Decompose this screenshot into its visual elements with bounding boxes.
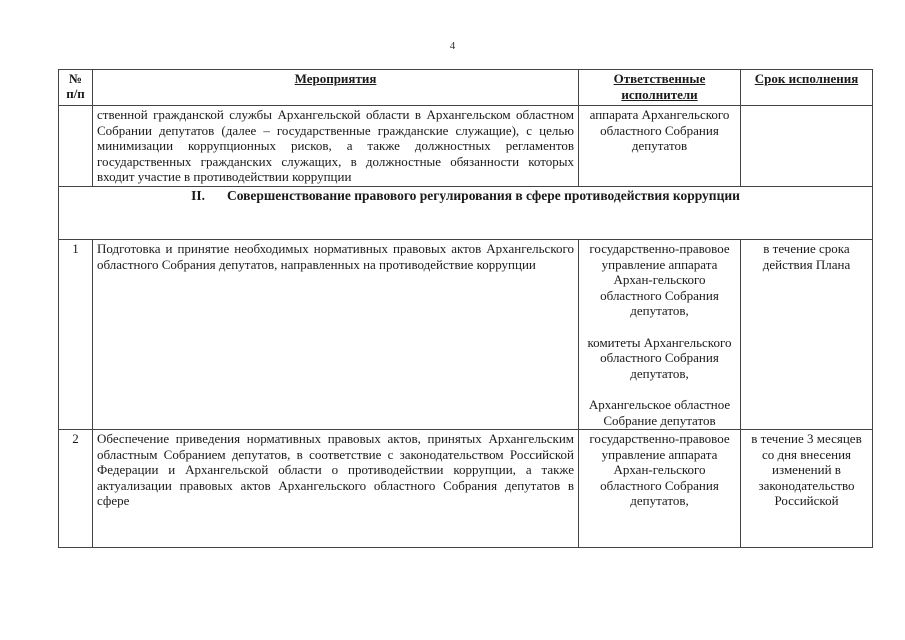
measure-text: Обеспечение приведения нормативных правовых актов, принятых Архангельским областным Собранием депутатов, в соответствие с законодательством Российской Федерации и Архангельской области о противодействии коррупции, а также актуализации правовых актов Архангельского областного Собрания депутатов в сфере: [97, 431, 574, 509]
responsible-cell: государственно-правовое управление аппарата Архан-гельского областного Собрания депутатов,: [579, 430, 741, 548]
header-deadline: [741, 70, 873, 106]
table-row: [59, 239, 873, 429]
section-title: Совершенствование правового регулирования в сфере противодействия коррупции: [226, 187, 740, 203]
measure-cell: ственной гражданской службы Архангельской области в Архангельском областном Собрании депутатов (далее – государственные гражданские служащие), с целью минимизации коррупционных рисков, а также должностных регламентов государственных гражданских служащих, в должностные обязанности которых входит участие в противодействии коррупции: [93, 106, 579, 187]
deadline-cell: в течение 3 месяцев со дня внесения изменений в законодательство Российской: [741, 430, 873, 548]
header-measures-label: Мероприятия: [294, 71, 377, 86]
responsible-cell: [579, 239, 741, 429]
table-row: [59, 106, 873, 187]
measure-cell: [93, 430, 579, 548]
section-heading: [59, 186, 873, 239]
header-responsible-label: Ответственные исполнители: [613, 71, 706, 102]
header-number: № п/п: [59, 70, 93, 106]
row-number: [59, 106, 93, 187]
responsible-legal-department: государственно-правовое управление аппарата Архан-гельского областного Собрания депутатов,: [589, 240, 730, 319]
header-responsible: [579, 70, 741, 106]
header-measures: [93, 70, 579, 106]
responsible-committees: комитеты Архангельского областного Собрания депутатов,: [587, 334, 732, 381]
section-heading-row: [59, 186, 873, 239]
responsible-cell: аппарата Архангельского областного Собрания депутатов: [579, 106, 741, 187]
table-row: [59, 430, 873, 548]
table-header-row: [59, 70, 873, 106]
row-number: 2: [59, 430, 93, 548]
section-roman-numeral: II.: [191, 187, 205, 203]
measures-table: [58, 69, 873, 548]
measure-cell: Подготовка и принятие необходимых нормативных правовых актов Архангельского областного Собрания депутатов, направленных на противодействие коррупции: [93, 239, 579, 429]
row-number: 1: [59, 239, 93, 429]
deadline-cell: в течение срока действия Плана: [741, 239, 873, 429]
responsible-assembly: Архангельское областное Собрание депутатов: [588, 396, 731, 428]
page-number: 4: [449, 40, 456, 52]
header-deadline-label: Срок исполнения: [754, 71, 859, 86]
deadline-cell: [741, 106, 873, 187]
